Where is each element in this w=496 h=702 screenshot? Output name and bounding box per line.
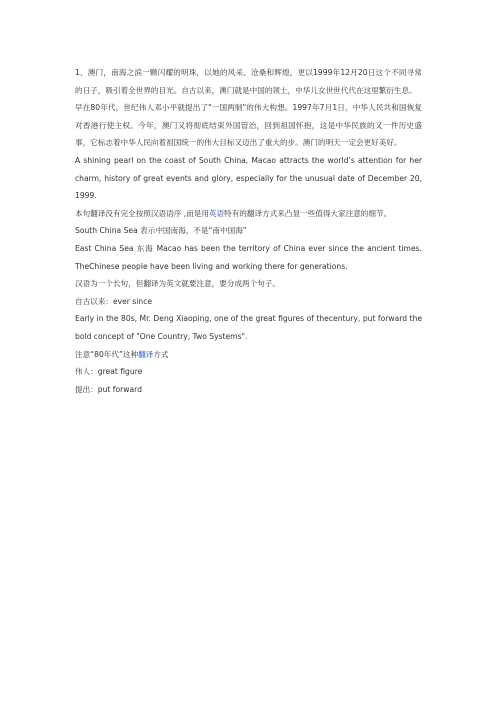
- paragraph-macao-intro: 1、澳门，南海之滨一颗闪耀的明珠，以她的风采、沧桑和辉煌，更以1999年12月20日这个不同寻常的日子，吸引着全世界的目光。自古以来，澳门就是中国的领土，中华儿女世世代代在这里繁衍生息。: [75, 68, 422, 95]
- note-text-before: 注意“80年代”这种: [75, 349, 139, 359]
- paragraph-translation-note-1: [75, 205, 422, 223]
- note-text-after: 特有的翻译方式来凸显一些值得大家注意的细节。: [224, 208, 392, 218]
- paragraph-great-figure-note: 伟人：great figure: [75, 367, 143, 377]
- paragraph-translation-note-2: 汉语为一个长句，但翻译为英文就要注意，要分成两个句子。: [75, 279, 281, 289]
- paragraph-ever-since-note: 自古以来：ever since: [75, 296, 153, 306]
- paragraph-south-china-sea-note: South China Sea 表示中国南海，不是“南中国海”: [75, 226, 247, 236]
- document-page: [75, 64, 422, 398]
- link-translation[interactable]: 翻译: [138, 349, 154, 359]
- note-text-after: 方式: [153, 349, 169, 359]
- paragraph-put-forward-note: 提出：put forward: [75, 384, 142, 394]
- paragraph-english-translation-1: A shining pearl on the coast of South China, Macao attracts the world’s attention for her charm, history of great events and glory, especially for the unusual date of December 20, 1999.: [75, 155, 422, 201]
- paragraph-english-translation-3: Early in the 80s, Mr. Deng Xiaoping, one of the great figures of thecentury, put forward the bold concept of "One Country, Two Systems".: [75, 314, 422, 341]
- paragraph-english-translation-2: East China Sea 东海 Macao has been the territory of China ever since the ancient times. TheChinese people have been living and working there for generations.: [75, 243, 422, 271]
- note-text-before: 本句翻译没有完全按照汉语语序 ,而是用: [75, 208, 209, 218]
- paragraph-one-country-two-systems: 早在80年代，世纪伟人邓小平就提出了"一国两制"的伟大构想。1997年7月1日，中华人民共和国恢复对香港行使主权。今年，澳门又将彻底结束外国管治，回到祖国怀抱，这是中华民族的又一件历史盛事，它标志着中华人民向着祖国统一的伟大目标又迈出了重大的步。澳门的明天一定会更好美好。: [75, 103, 422, 148]
- link-english[interactable]: 英语: [208, 208, 225, 218]
- paragraph-80s-note: [75, 346, 422, 364]
